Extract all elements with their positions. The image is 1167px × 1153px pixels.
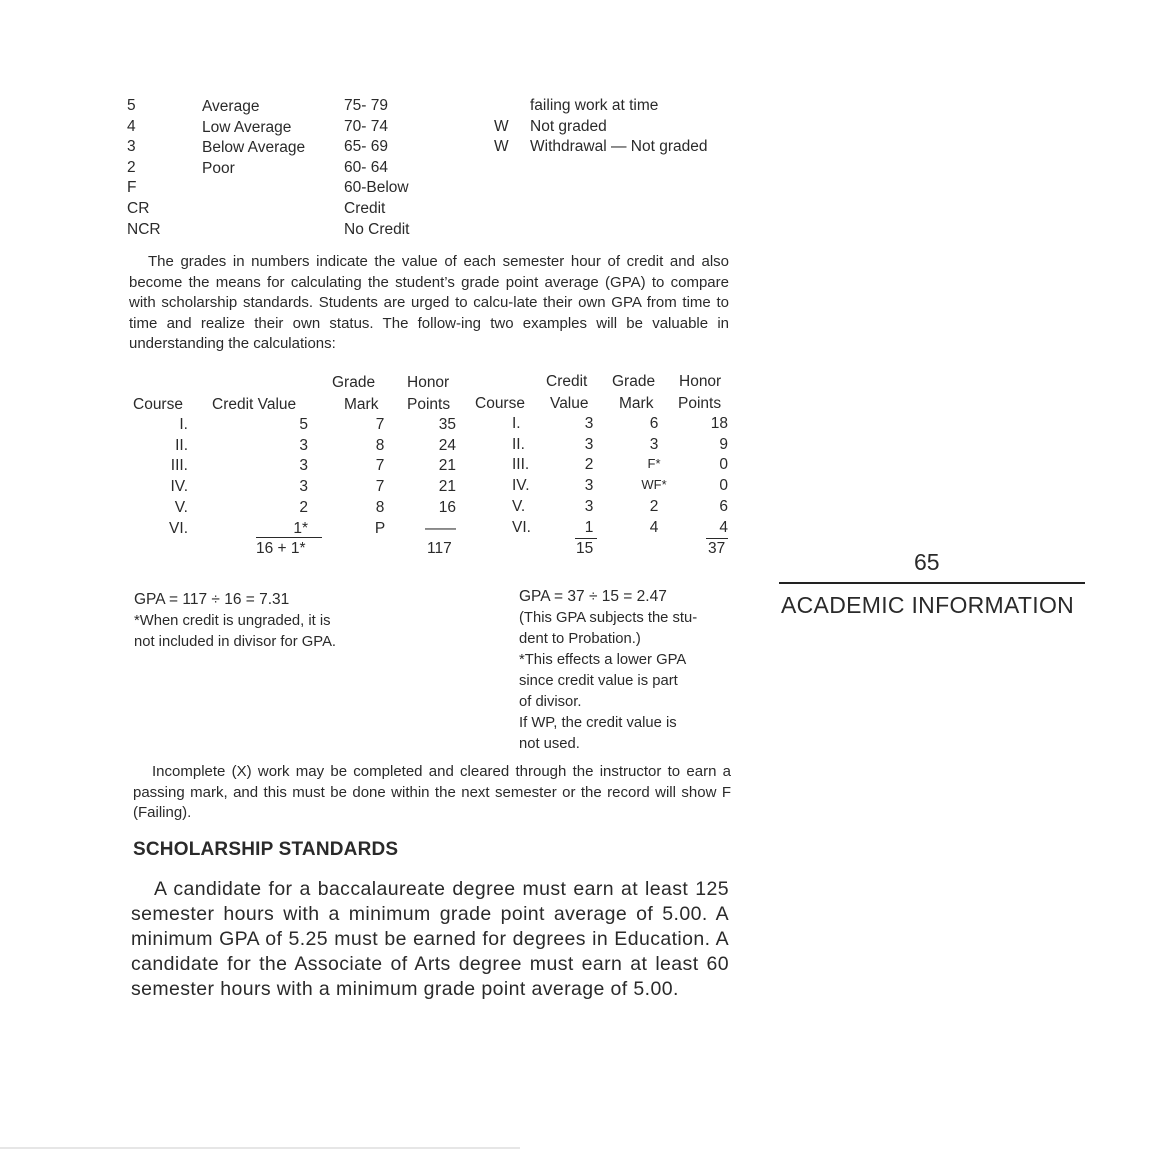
grade-code: F (127, 179, 137, 197)
grade-description: Below Average (202, 139, 306, 157)
ex1-honor-points: —— (425, 519, 456, 537)
ex2-grade-mark: 6 (649, 415, 659, 432)
ex2-course: IV. (512, 477, 530, 495)
grade-note: Not graded (530, 117, 607, 135)
ex2-credit-underline (575, 538, 597, 539)
ex1-grade-mark: 7 (375, 416, 385, 433)
ex1-header-course: Course (133, 396, 183, 413)
ex1-total-points: 117 (427, 540, 452, 557)
ex2-grade-mark: 3 (649, 435, 659, 453)
grade-code: CR (127, 200, 150, 217)
ex2-credit-value: 3 (584, 415, 594, 432)
ex1-grade-mark: P (374, 519, 386, 537)
ex2-header-mark: Mark (619, 395, 654, 412)
ex1-header-honor: Honor (407, 374, 450, 391)
grade-code: 2 (127, 158, 136, 176)
grade-range: 60- 64 (344, 158, 388, 176)
ex2-note-line: *This effects a lower GPA (519, 652, 687, 668)
ex2-course: V. (512, 497, 526, 515)
ex2-credit-value: 3 (584, 477, 594, 495)
section-heading: SCHOLARSHIP STANDARDS (133, 839, 399, 860)
running-head: ACADEMIC INFORMATION (781, 592, 1075, 618)
ex2-note-line: of divisor. (519, 694, 582, 710)
ex1-credit-value: 2 (299, 498, 308, 516)
ex1-course: IV. (170, 478, 188, 496)
ex1-header-points: Points (407, 396, 451, 413)
ex1-credit-value: 1* (293, 519, 308, 537)
page-number: 65 (914, 549, 940, 575)
ex1-honor-points: 16 (438, 498, 456, 516)
ex2-header-grade: Grade (612, 373, 656, 390)
intro-paragraph: The grades in numbers indicate the value of each semester hour of credit and also become the means for calculating the student’s grade point average (GPA) to compare with scholarship standards. Students are urged to calcu-late their own GPA from time to time and realize their own status. The follow-ing two examples will be valuable in understanding the calculations: (129, 253, 729, 353)
grade-code: 3 (127, 138, 136, 156)
ex1-honor-points: 21 (438, 478, 456, 496)
ex2-grade-mark: 4 (649, 518, 659, 536)
ex2-credit-value: 3 (584, 435, 594, 453)
ex2-note-line: dent to Probation.) (519, 631, 641, 647)
ex1-course: VI. (169, 519, 188, 537)
grade-note: failing work at time (530, 97, 659, 114)
grade-code: 5 (127, 97, 136, 114)
ex2-honor-points: 0 (719, 456, 728, 474)
ex1-credit-underline (256, 537, 322, 538)
ex2-gpa-formula: GPA = 37 ÷ 15 = 2.47 (519, 588, 667, 605)
ex2-course: III. (512, 456, 530, 474)
ex2-note-line: not used. (519, 736, 580, 752)
grade-range: 75- 79 (344, 97, 388, 114)
scan-edge (0, 1147, 520, 1149)
grade-code: NCR (127, 220, 161, 238)
ex1-total-credit: 16 + 1* (256, 540, 306, 557)
ex1-honor-points: 21 (438, 457, 456, 475)
grade-description: Poor (202, 159, 235, 177)
ex1-honor-points: 35 (438, 416, 456, 433)
running-head-rule (779, 582, 1085, 584)
ex1-note-line-2: not included in divisor for GPA. (134, 634, 337, 650)
ex2-credit-value: 1 (584, 518, 594, 536)
ex1-honor-points: 24 (438, 436, 456, 454)
ex2-credit-value: 3 (584, 497, 594, 515)
ex1-course: II. (175, 436, 188, 454)
ex1-course: I. (179, 416, 188, 433)
ex2-course: VI. (512, 518, 531, 536)
ex1-header-mark: Mark (344, 396, 379, 413)
ex1-course: III. (170, 457, 188, 475)
ex2-course: II. (512, 435, 525, 453)
ex2-course: I. (512, 415, 521, 432)
ex2-honor-points: 9 (719, 435, 728, 453)
grade-range: Credit (344, 200, 386, 217)
ex2-honor-points: 4 (719, 518, 728, 536)
ex2-credit-value: 2 (584, 456, 594, 474)
grade-range: 70- 74 (344, 117, 388, 135)
grade-range: No Credit (344, 220, 410, 238)
grade-code: W (494, 117, 509, 135)
ex1-header-credit-value: Credit Value (212, 396, 297, 413)
scholarship-standards-paragraph: A candidate for a baccalaureate degree must earn at least 125 semester hours with a minimum grade point average of 5.00. A minimum GPA of 5.25 must be earned for degrees in Education. A candidate for the Associate of Arts degree must earn at least 60 semester hours with a minimum grade point average of 5.00. (131, 878, 729, 1000)
ex1-grade-mark: 8 (375, 498, 385, 516)
ex1-credit-value: 5 (299, 416, 308, 433)
grade-description: Low Average (202, 118, 292, 136)
ex2-header-course: Course (475, 395, 525, 412)
grade-note: Withdrawal — Not graded (530, 138, 708, 156)
grade-code: 4 (127, 117, 136, 135)
ex2-grade-mark: F* (647, 456, 661, 472)
ex2-note-line: If WP, the credit value is (519, 715, 677, 731)
ex2-header-honor: Honor (679, 373, 722, 390)
ex1-header-grade: Grade (332, 374, 376, 391)
ex2-grade-mark: WF* (641, 477, 667, 493)
grade-range: 60-Below (344, 179, 409, 197)
grade-range: 65- 69 (344, 138, 388, 156)
ex2-header-credit: Credit (546, 373, 588, 390)
ex2-grade-mark: 2 (649, 497, 659, 515)
ex2-total-points: 37 (708, 540, 726, 557)
grade-code: W (494, 138, 509, 156)
ex2-header-value: Value (550, 395, 589, 412)
grade-description: Average (202, 98, 260, 115)
ex2-honor-points: 0 (719, 477, 728, 495)
ex1-credit-value: 3 (299, 436, 308, 454)
ex1-grade-mark: 8 (375, 436, 385, 454)
ex1-credit-value: 3 (299, 478, 308, 496)
ex2-honor-points: 6 (719, 497, 728, 515)
ex2-total-credit: 15 (576, 540, 594, 557)
ex2-honor-points: 18 (710, 415, 728, 432)
ex2-header-points: Points (678, 395, 722, 412)
ex1-gpa-formula: GPA = 117 ÷ 16 = 7.31 (134, 591, 290, 608)
incomplete-paragraph: Incomplete (X) work may be completed and cleared through the instructor to earn a passing mark, and this must be done within the next semester or the record will show F (Failing). (133, 763, 731, 822)
ex1-course: V. (174, 498, 188, 516)
ex1-grade-mark: 7 (375, 457, 385, 475)
ex1-note-line-1: *When credit is ungraded, it is (134, 613, 331, 629)
ex1-grade-mark: 7 (375, 478, 385, 496)
ex2-points-underline (706, 538, 728, 539)
ex2-note-line: (This GPA subjects the stu- (519, 610, 698, 626)
ex2-note-line: since credit value is part (519, 673, 678, 689)
ex1-credit-value: 3 (299, 457, 308, 475)
